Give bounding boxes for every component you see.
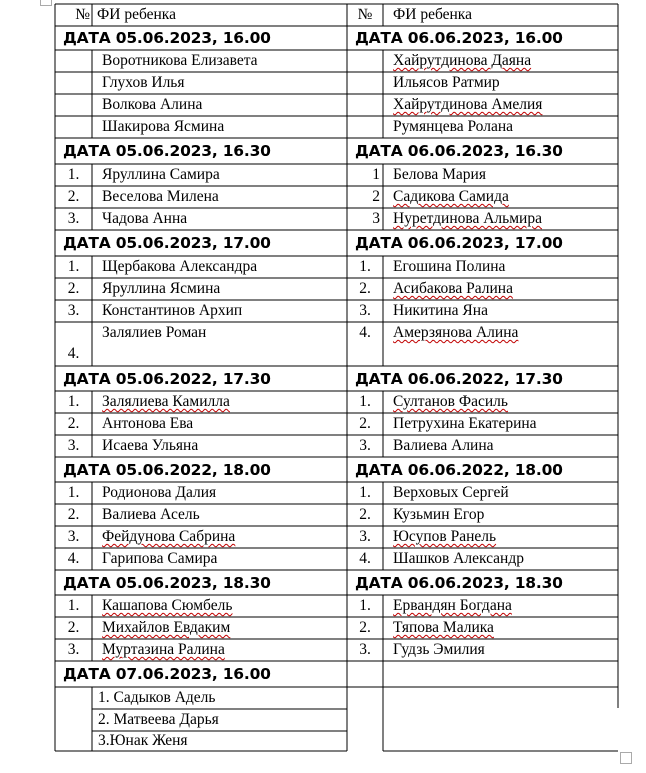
left-row-number (55, 50, 92, 72)
table-row (55, 300, 618, 322)
left-child-name: Яруллина Самира (102, 166, 220, 183)
left-row-number: 1. (67, 597, 80, 614)
right-row-number: 3. (359, 302, 371, 319)
date-header-row (55, 661, 618, 687)
right-row-number: 1. (359, 393, 371, 410)
left-child-name: Чадова Анна (102, 210, 188, 227)
table-row (55, 256, 618, 278)
left-date-header: ДАТА 05.06.2022, 18.00 (63, 460, 271, 479)
table-row (55, 617, 618, 639)
table-row (55, 116, 618, 138)
right-row-number: 1 (372, 166, 380, 183)
left-row-number: 1. (67, 258, 80, 275)
left-child-name: Родионова Далия (102, 484, 217, 501)
left-child-name: Исаева Ульяна (102, 437, 199, 454)
right-child-name: Тяпова Малика (393, 619, 494, 636)
left-child-name: Михайлов Евдаким (102, 619, 231, 636)
table-row (55, 482, 618, 504)
date-header-row (55, 138, 618, 164)
right-child-name: Асибакова Ралина (393, 280, 513, 297)
table-row (55, 186, 618, 208)
right-row-number: 4. (359, 324, 371, 341)
right-row-number: 3. (359, 528, 371, 545)
table-row (55, 322, 618, 366)
date-header-row (55, 457, 618, 482)
right-date-header: ДАТА 06.06.2023, 18.30 (355, 573, 563, 592)
right-child-name: Ильясов Ратмир (393, 74, 500, 91)
left-name-header: ФИ ребенка (97, 6, 176, 23)
right-child-name: Кузьмин Егор (393, 506, 485, 523)
table-row (55, 413, 618, 435)
right-row-number: 2. (359, 280, 371, 297)
column-header-row (55, 4, 618, 26)
date-header-row (55, 366, 618, 391)
left-child-name: Шакирова Ясмина (102, 118, 225, 135)
table-row (55, 208, 618, 230)
left-child-name: Яруллина Ясмина (102, 280, 221, 297)
left-child-name: Кашапова Сюмбель (102, 597, 233, 614)
right-date-header: ДАТА 06.06.2023, 16.30 (355, 142, 563, 160)
left-child-name: Волкова Алина (102, 96, 203, 113)
right-child-name: Ервандян Богдана (393, 597, 512, 614)
right-name-header: ФИ ребенка (393, 6, 472, 23)
right-child-name: Верховых Сергей (393, 484, 509, 501)
last-date-header: ДАТА 07.06.2023, 16.00 (63, 665, 271, 683)
table-row (55, 731, 618, 751)
left-row-number: 2. (67, 188, 80, 205)
table-row (55, 709, 618, 731)
left-row-number (55, 116, 92, 138)
left-row-number: 1. (67, 484, 80, 501)
left-row-number: 3. (67, 210, 80, 227)
left-row-number: 4. (67, 550, 80, 567)
right-date-header: ДАТА 06.06.2023, 16.00 (355, 29, 563, 47)
right-row-number: 2. (359, 415, 371, 432)
left-row-number: 2. (67, 280, 80, 297)
right-child-name: Гудзь Эмилия (393, 641, 485, 658)
left-row-number: 1. (67, 166, 80, 183)
table-row (55, 504, 618, 526)
last-child-entry: 3.Юнак Женя (98, 732, 188, 749)
left-row-number: 2. (67, 415, 80, 432)
right-row-number: 1. (359, 484, 371, 501)
left-row-number (55, 94, 92, 116)
right-child-name: Султанов Фасиль (393, 393, 508, 410)
right-child-name: Валиева Алина (393, 437, 494, 454)
left-child-name: Константинов Архип (102, 302, 243, 319)
right-child-name: Никитина Яна (393, 302, 488, 319)
table-row (55, 164, 618, 186)
right-child-name: Егошина Полина (393, 258, 506, 275)
left-num-header: № (75, 6, 90, 23)
right-child-name: Хайрутдинова Амелия (393, 96, 543, 113)
right-row-number: 3. (359, 437, 371, 454)
right-child-name: Румянцева Ролана (393, 118, 514, 135)
page-corner-marker (40, 0, 52, 6)
left-child-name: Валиева Асель (102, 506, 200, 523)
left-date-header: ДАТА 05.06.2023, 16.30 (63, 142, 271, 160)
right-row-number: 1. (359, 597, 371, 614)
right-row-number: 2 (372, 188, 380, 205)
right-row-number (347, 94, 383, 116)
right-row-number: 4. (359, 550, 371, 567)
left-row-number: 3. (67, 437, 80, 454)
right-num-header: № (357, 6, 373, 23)
right-row-number: 3. (359, 641, 371, 658)
left-child-name: Гарипова Самира (102, 550, 218, 567)
right-date-header: ДАТА 06.06.2022, 17.30 (355, 369, 563, 388)
page-corner-marker (620, 752, 632, 764)
right-date-header: ДАТА 06.06.2023, 17.00 (355, 234, 563, 252)
right-row-number: 2. (359, 506, 371, 523)
table-row (55, 50, 618, 72)
right-row-number: 1. (359, 258, 371, 275)
left-child-name: Веселова Милена (102, 188, 219, 205)
right-child-name: Шашков Александр (393, 550, 524, 567)
right-child-name: Садикова Самида (393, 188, 509, 205)
left-row-number (55, 72, 92, 94)
last-child-entry: 1. Садыков Адель (98, 689, 216, 706)
left-row-number: 3. (67, 528, 80, 545)
table-row (55, 687, 618, 709)
table-row (55, 526, 618, 548)
table-row (55, 72, 618, 94)
left-row-number: 2. (67, 619, 80, 636)
right-child-name: Амерзянова Алина (393, 324, 519, 341)
left-date-header: ДАТА 05.06.2023, 16.00 (63, 29, 271, 47)
left-child-name: Залялиева Камилла (102, 393, 230, 410)
right-row-number (347, 116, 383, 138)
left-date-header: ДАТА 05.06.2023, 18.30 (63, 573, 271, 592)
left-date-header: ДАТА 05.06.2023, 17.00 (63, 234, 271, 252)
left-date-header: ДАТА 05.06.2022, 17.30 (63, 369, 271, 388)
right-row-number (347, 72, 383, 94)
table-row (55, 435, 618, 457)
right-child-name: Нуретдинова Альмира (393, 210, 542, 227)
left-row-number: 1. (67, 393, 80, 410)
date-header-row (55, 570, 618, 595)
table-row (55, 639, 618, 661)
table-row (55, 278, 618, 300)
table-row (55, 94, 618, 116)
left-row-number: 3. (67, 302, 80, 319)
left-child-name: Глухов Илья (102, 74, 185, 91)
right-child-name: Белова Мария (393, 166, 486, 183)
left-row-number: 2. (67, 506, 80, 523)
last-child-entry: 2. Матвеева Дарья (98, 711, 219, 728)
right-row-number: 3 (372, 210, 380, 227)
table-row (55, 391, 618, 413)
left-child-name: Муртазина Ралина (102, 641, 225, 658)
right-child-name: Петрухина Екатерина (393, 415, 537, 432)
table-row (55, 548, 618, 570)
right-row-number: 2. (359, 619, 371, 636)
left-row-number: 3. (67, 641, 80, 658)
left-row-number: 4. (67, 345, 80, 362)
date-header-row (55, 230, 618, 256)
left-child-name: Воротникова Елизавета (102, 52, 258, 69)
right-row-number (347, 50, 383, 72)
right-child-name: Хайрутдинова Даяна (393, 52, 532, 69)
date-header-row (55, 26, 618, 50)
left-child-name: Залялиев Роман (102, 324, 207, 341)
left-child-name: Антонова Ева (102, 415, 194, 432)
right-child-name: Юсупов Ранель (393, 528, 497, 545)
right-date-header: ДАТА 06.06.2022, 18.00 (355, 460, 563, 479)
left-child-name: Фейдунова Сабрина (102, 528, 236, 545)
left-child-name: Щербакова Александра (102, 258, 258, 275)
table-row (55, 595, 618, 617)
